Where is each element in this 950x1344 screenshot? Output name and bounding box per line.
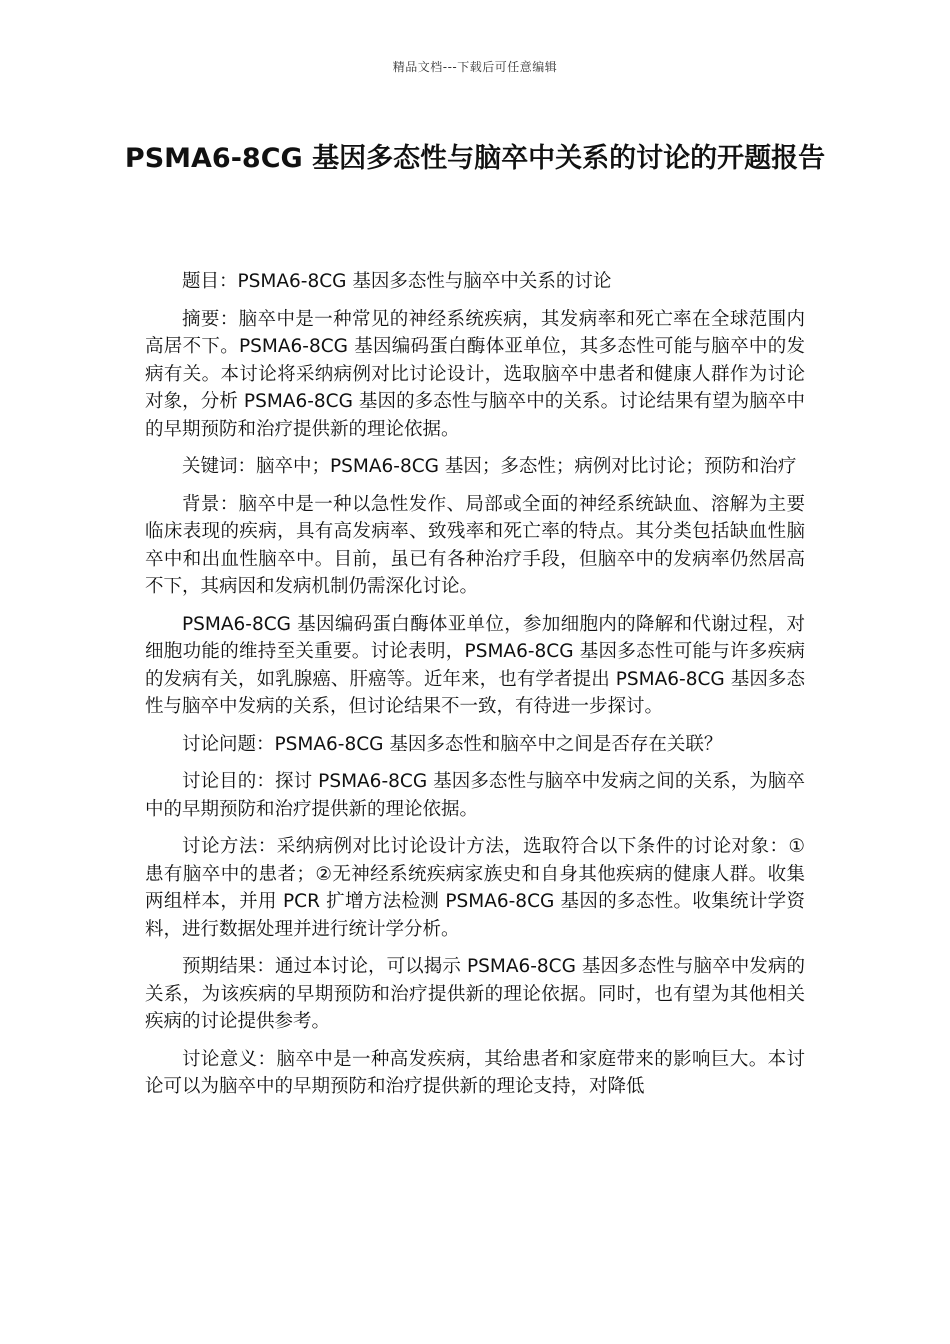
paragraph-gene-background: PSMA6-8CG 基因编码蛋白酶体亚单位，参加细胞内的降解和代谢过程，对细胞功能的维持至关重要。讨论表明，PSMA6-8CG 基因多态性可能与许多疾病的发病有关，如乳腺癌、肝癌等。近年来，也有学者提出 PSMA6-8CG 基因多态性与脑卒中发病的关系，但讨论结果不一致，有待进一步探讨。 (145, 613, 805, 717)
paragraph-research-question: 讨论问题：PSMA6-8CG 基因多态性和脑卒中之间是否存在关联？ (182, 733, 723, 755)
paragraph-keywords: 关键词：脑卒中；PSMA6-8CG 基因；多态性；病例对比讨论；预防和治疗 (182, 456, 797, 477)
paragraph-topic: 题目：PSMA6-8CG 基因多态性与脑卒中关系的讨论 (182, 271, 612, 292)
header-note: 精品文档---下载后可任意编辑 (392, 60, 558, 74)
document-body (145, 268, 805, 1111)
document-title: PSMA6-8CG 基因多态性与脑卒中关系的讨论的开题报告 (124, 143, 826, 174)
paragraph-abstract: 摘要：脑卒中是一种常见的神经系统疾病，其发病率和死亡率在全球范围内高居不下。PSMA6-8CG 基因编码蛋白酶体亚单位，其多态性可能与脑卒中的发病有关。本讨论将采纳病例对比讨论设计，选取脑卒中患者和健康人群作为讨论对象，分析 PSMA6-8CG 基因的多态性与脑卒中的关系。讨论结果有望为脑卒中的早期预防和治疗提供新的理论依据。 (145, 308, 805, 440)
paragraph-background: 背景：脑卒中是一种以急性发作、局部或全面的神经系统缺血、溶解为主要临床表现的疾病，具有高发病率、致残率和死亡率的特点。其分类包括缺血性脑卒中和出血性脑卒中。目前，虽已有各种治疗手段，但脑卒中的发病率仍然居高不下，其病因和发病机制仍需深化讨论。 (145, 493, 805, 597)
paragraph-research-aim: 讨论目的：探讨 PSMA6-8CG 基因多态性与脑卒中发病之间的关系，为脑卒中的早期预防和治疗提供新的理论依据。 (145, 771, 805, 820)
paragraph-expected-results: 预期结果：通过本讨论，可以揭示 PSMA6-8CG 基因多态性与脑卒中发病的关系，为该疾病的早期预防和治疗提供新的理论依据。同时，也有望为其他相关疾病的讨论提供参考。 (145, 956, 805, 1032)
paragraph-significance: 讨论意义：脑卒中是一种高发疾病，其给患者和家庭带来的影响巨大。本讨论可以为脑卒中的早期预防和治疗提供新的理论支持，对降低 (145, 1048, 805, 1097)
paragraph-methods: 讨论方法：采纳病例对比讨论设计方法，选取符合以下条件的讨论对象：①患有脑卒中的患者；②无神经系统疾病家族史和自身其他疾病的健康人群。收集两组样本，并用 PCR 扩增方法检测 PSMA6-8CG 基因的多态性。收集统计学资料，进行数据处理并进行统计学分析。 (145, 836, 805, 940)
